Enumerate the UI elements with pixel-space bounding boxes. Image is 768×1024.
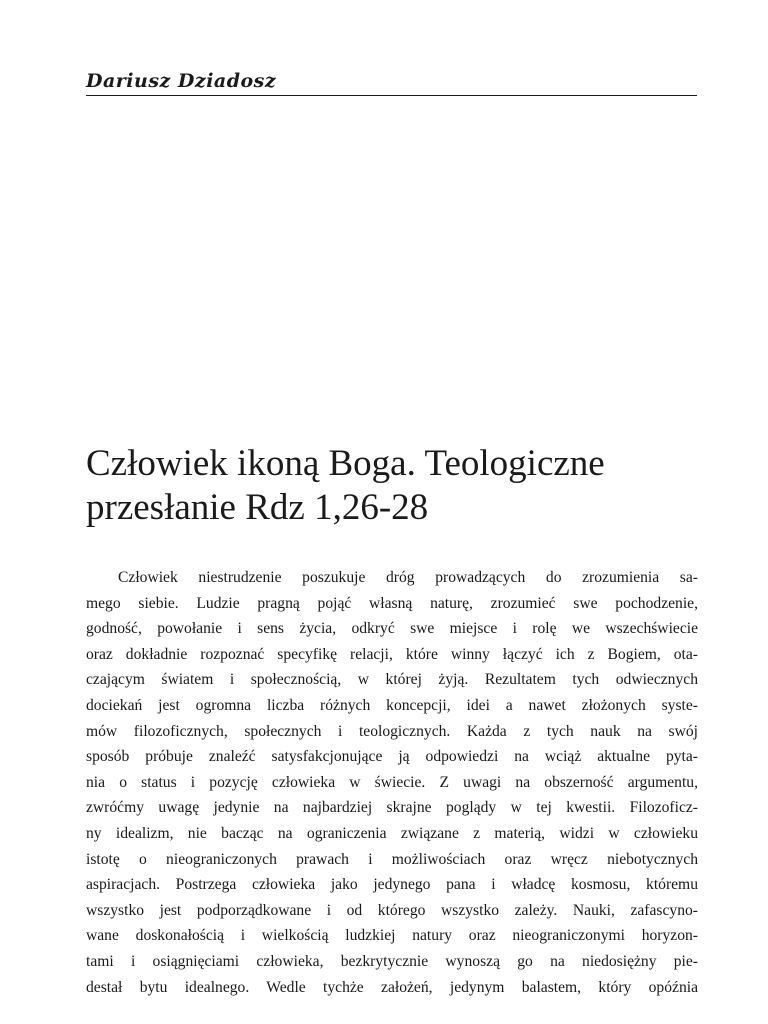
body-line: oraz dokładnie rozpoznać specyfikę relacji, które winny łączyć ich z Bogiem, ota- [86,645,698,663]
body-line: mów filozoficznych, społecznych i teologicznych. Każda z tych nauk na swój [86,722,698,740]
body-line: istotę o nieograniczonych prawach i możliwościach oraz wręcz niebotycznych [86,850,698,868]
body-line: destał bytu idealnego. Wedle tychże założeń, jedynym balastem, który opóźnia [86,978,698,996]
body-line: zwróćmy uwagę jedynie na najbardziej skrajne poglądy w tej kwestii. Filozoficz- [86,799,698,817]
body-paragraph [86,565,698,1000]
title-line: przesłanie Rdz 1,26-28 [86,487,429,528]
body-line: czającym światem i społecznością, w której żyją. Rezultatem tych odwiecznych [86,671,698,689]
article-title [86,442,706,530]
body-line: aspiracjach. Postrzega człowieka jako jedynego pana i władcę kosmosu, któremu [86,876,698,894]
body-line: mego siebie. Ludzie pragną pojąć własną naturę, zrozumieć swe pochodzenie, [86,594,698,612]
body-line: tami i osiągnięciami człowieka, bezkrytycznie wynoszą go na niedosiężny pie- [86,952,698,970]
body-line: godność, powołanie i sens życia, odkryć swe miejsce i rolę we wszechświecie [86,620,698,638]
title-line: Człowiek ikoną Boga. Teologiczne [86,443,605,484]
body-line: ny idealizm, nie bacząc na ograniczenia związane z materią, widzi w człowieku [86,824,698,842]
body-line: Człowiek niestrudzenie poszukuje dróg prowadzących do zrozumienia sa- [118,569,698,586]
body-line: wane doskonałością i wielkością ludzkiej natury oraz nieograniczonymi horyzon- [86,927,698,945]
body-line: dociekań jest ogromna liczba różnych koncepcji, idei a nawet złożonych syste- [86,696,698,714]
author-name: Dariusz Dziadosz [86,70,277,92]
body-line: sposób próbuje znaleźć satysfakcjonujące ją odpowiedzi na wciąż aktualne pyta- [86,748,698,766]
body-line: nia o status i pozycję człowieka w świecie. Z uwagi na obszerność argumentu, [86,773,698,791]
body-line: wszystko jest podporządkowane i od którego wszystko zależy. Nauki, zafascyno- [86,901,698,919]
running-header [86,70,697,96]
